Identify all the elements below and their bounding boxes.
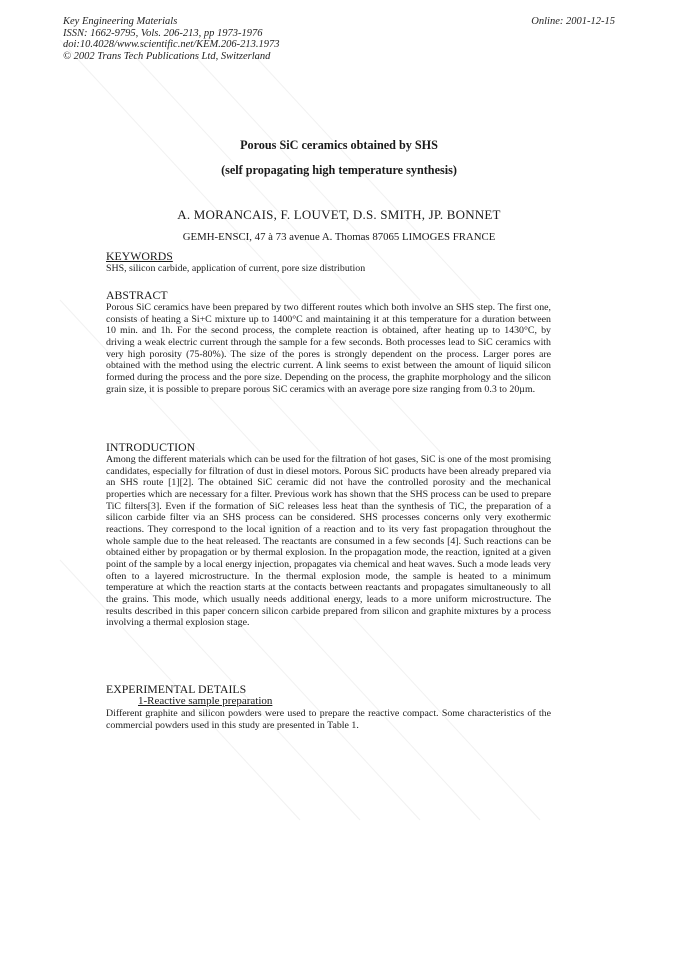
keywords-text: SHS, silicon carbide, application of current, pore size distribution	[106, 263, 366, 274]
abstract-heading: ABSTRACT	[106, 288, 168, 302]
online-date: Online: 2001-12-15	[531, 16, 615, 27]
paper-title-line-2: (self propagating high temperature synthesis)	[221, 163, 457, 177]
experimental-subheading: 1-Reactive sample preparation	[138, 695, 273, 707]
introduction-heading: INTRODUCTION	[106, 440, 196, 454]
paper-title-line-1: Porous SiC ceramics obtained by SHS	[240, 138, 438, 152]
copyright-line: © 2002 Trans Tech Publications Ltd, Switzerland	[63, 50, 271, 62]
journal-name: Key Engineering Materials	[63, 16, 178, 27]
abstract-text: Porous SiC ceramics have been prepared by two different routes which both involve an SHS step. The first one, consists of heating a Si+C mixture up to 1400°C and maintaining it at this temperature for a duration between 10 min. and 1h. For the second process, the complete reaction is obtained, after heating up to 1430°C, by driving a weak electric current through the sample for a few seconds. Both processes lead to SiC ceramics with very high porosity (75-80%). The size of the pores is strongly dependent on the process. Larger pores are obtained with the method using the electric current. A link seems to exist between the amount of liquid silicon formed during the process and the pore size. Depending on the process, the graphite morphology and the silicon grain size, it is possible to prepare porous SiC ceramics with an average pore size ranging from 0.3 to 20µm.	[106, 302, 551, 395]
journal-header	[63, 16, 615, 62]
author-list: A. MORANCAIS, F. LOUVET, D.S. SMITH, JP. BONNET	[177, 207, 501, 222]
experimental-text: Different graphite and silicon powders were used to prepare the reactive compact. Some characteristics of the commercial powders used in this study are presented in Table 1.	[106, 708, 551, 731]
affiliation: GEMH-ENSCI, 47 à 73 avenue A. Thomas 87065 LIMOGES FRANCE	[182, 231, 496, 243]
doi-link[interactable]: doi:10.4028/www.scientific.net/KEM.206-213.1973	[63, 39, 280, 50]
introduction-text: Among the different materials which can be used for the filtration of hot gases, SiC is one of the most promising candidates, especially for filtration of dust in diesel motors. Porous SiC products have been already prepared via an SHS route [1][2]. The obtained SiC ceramic did not have the controlled porosity and the mechanical properties which are necessary for a filter. Previous work has shown that the SHS process can be used to prepare TiC filters[3]. Even if the formation of SiC releases less heat than the synthesis of TiC, the preparation of a silicon carbide filter via an SHS process can be considered. SHS processes concerns only very exothermic reactions. They correspond to the local ignition of a reaction and to its very fast propagation throughout the whole sample due to the heat released. The reactants are consumed in a few seconds [4]. Such reactions can be obtained either by propagation or by thermal explosion. In the propagation mode, the reaction, ignited at a given point of the sample by a local energy injection, propagates via chemical and heat waves. Such a mode leads very often to a layered microstructure. In the thermal explosion mode, the sample is heated to a minimum temperature at which the reaction starts at the contacts between reactants and propagates simultaneously to all the grains. This mode, which usually needs additional energy, leads to a more uniform microstructure. The results described in this paper concern silicon carbide prepared from silicon and graphite mixtures by a process involving a thermal explosion stage.	[106, 454, 551, 629]
experimental-heading: EXPERIMENTAL DETAILS	[106, 682, 247, 696]
keywords-heading: KEYWORDS	[106, 249, 173, 263]
issn-line: ISSN: 1662-9795, Vols. 206-213, pp 1973-1976	[63, 27, 263, 39]
